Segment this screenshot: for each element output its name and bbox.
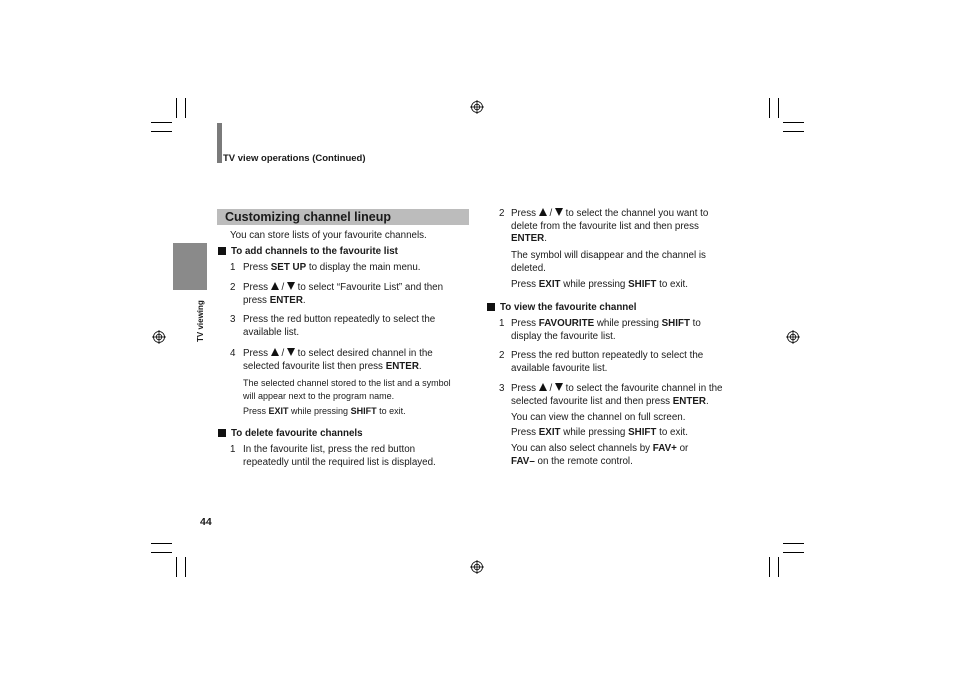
step-number: 1	[230, 444, 236, 455]
step-number: 3	[230, 314, 236, 325]
step-number: 2	[499, 350, 505, 361]
registration-mark-icon	[786, 330, 800, 344]
bullet-square-icon	[487, 303, 495, 311]
page-number: 44	[200, 516, 212, 528]
section-title: Customizing channel lineup	[217, 209, 469, 225]
arrow-down-icon	[555, 208, 563, 216]
add-step-3: Press the red button repeatedly to select the available list.	[243, 314, 436, 338]
delete-heading: To delete favourite channels	[218, 428, 363, 440]
side-tab-block	[173, 243, 207, 290]
step-number: 3	[499, 383, 505, 394]
delete-step-2: Press / to select the channel you want to delete from the favourite list and then press ENTER.	[511, 208, 709, 244]
step-number: 1	[230, 262, 236, 273]
intro-text: You can store lists of your favourite channels.	[230, 230, 427, 241]
bullet-square-icon	[218, 429, 226, 437]
step-number: 4	[230, 348, 236, 359]
add-step-4: Press / to select desired channel in the selected favourite list then press ENTER.	[243, 348, 433, 372]
bullet-square-icon	[218, 247, 226, 255]
add-step-1: Press SET UP to display the main menu.	[243, 262, 421, 273]
add-heading: To add channels to the favourite list	[218, 246, 398, 258]
header-bar	[217, 123, 222, 163]
add-note: The selected channel stored to the list and a symbol will appear next to the program name.	[243, 378, 451, 401]
add-exit-note: Press EXIT while pressing SHIFT to exit.	[243, 406, 406, 416]
delete-exit-note: Press EXIT while pressing SHIFT to exit.	[511, 279, 688, 290]
arrow-up-icon	[271, 348, 279, 356]
view-step-2: Press the red button repeatedly to select the available favourite list.	[511, 350, 704, 374]
view-step-3: Press / to select the favourite channel in the selected favourite list and then press ENTER.	[511, 383, 723, 407]
registration-mark-icon	[152, 330, 166, 344]
arrow-down-icon	[555, 383, 563, 391]
arrow-up-icon	[539, 383, 547, 391]
step-number: 2	[499, 208, 505, 219]
view-heading: To view the favourite channel	[487, 302, 636, 314]
registration-mark-icon	[470, 100, 484, 114]
registration-mark-icon	[470, 560, 484, 574]
arrow-down-icon	[287, 348, 295, 356]
arrow-up-icon	[271, 282, 279, 290]
arrow-down-icon	[287, 282, 295, 290]
header-title: TV view operations (Continued)	[223, 153, 366, 164]
view-step-1: Press FAVOURITE while pressing SHIFT to display the favourite list.	[511, 318, 701, 342]
side-tab-label: TV viewing	[196, 300, 205, 342]
step-number: 2	[230, 282, 236, 293]
view-note: You can view the channel on full screen.	[511, 412, 686, 423]
step-number: 1	[499, 318, 505, 329]
delete-step-1: In the favourite list, press the red button repeatedly until the required list is displayed.	[243, 444, 436, 468]
add-step-2: Press / to select “Favourite List” and then press ENTER.	[243, 282, 444, 306]
view-exit-note: Press EXIT while pressing SHIFT to exit.	[511, 427, 688, 438]
view-fav-note: You can also select channels by FAV+ or FAV– on the remote control.	[511, 443, 689, 467]
delete-note: The symbol will disappear and the channel is deleted.	[511, 250, 706, 274]
arrow-up-icon	[539, 208, 547, 216]
